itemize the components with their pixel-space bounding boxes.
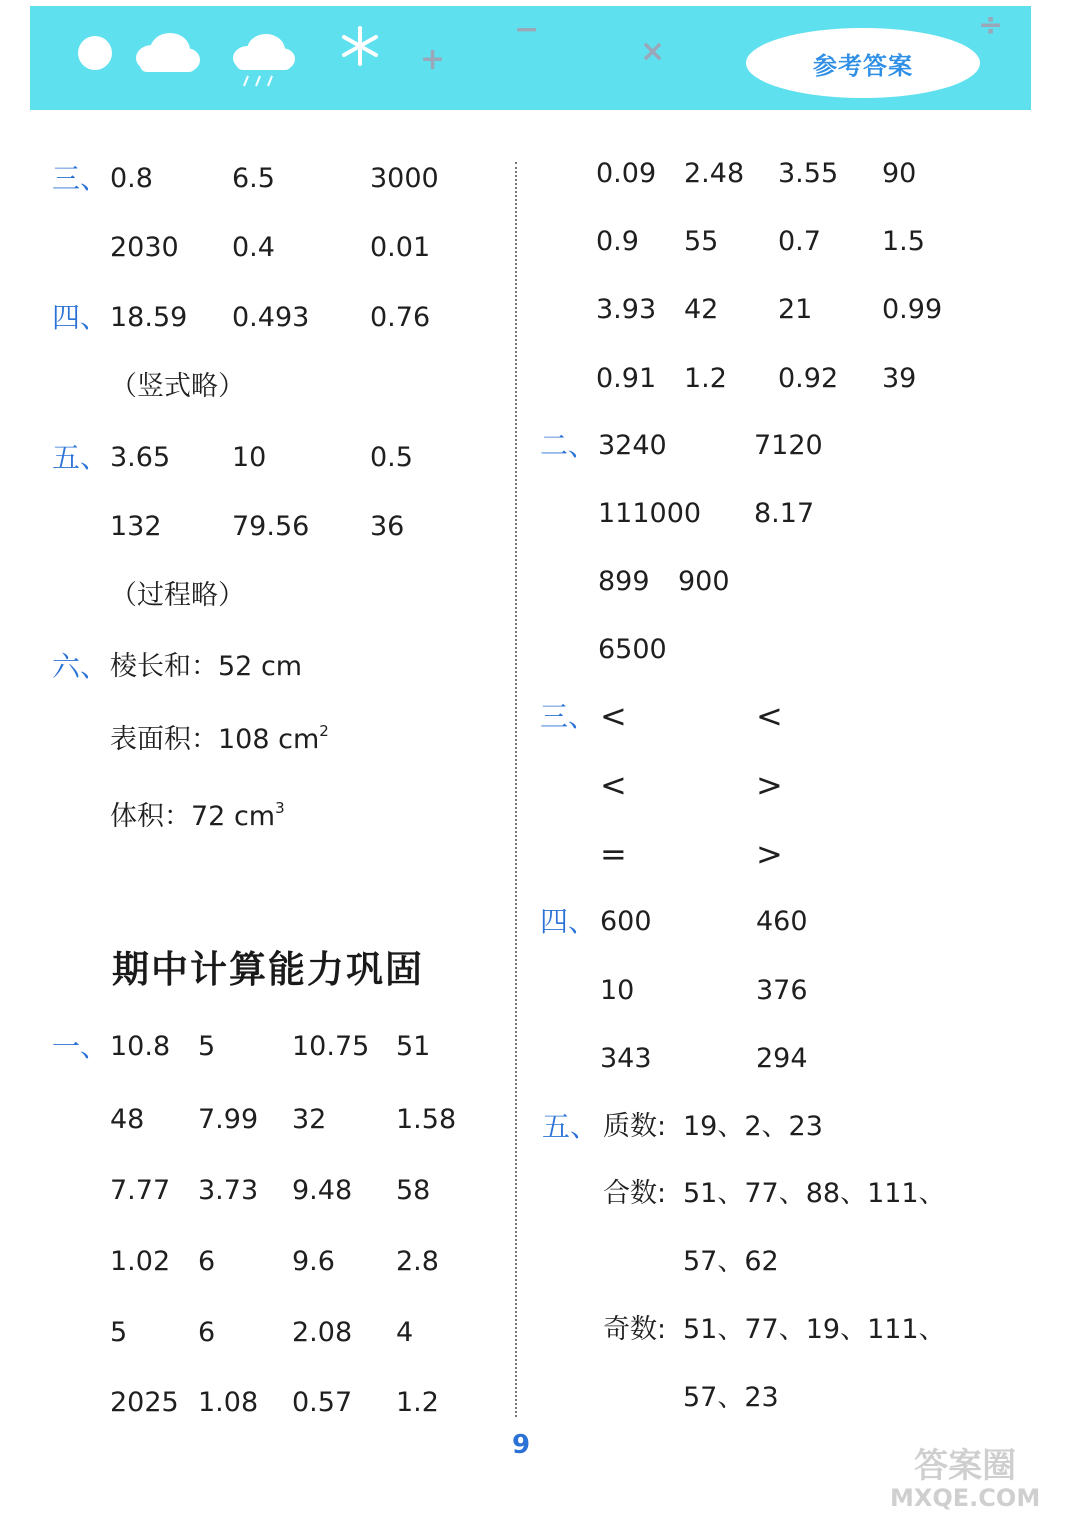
comparison-sign: <	[600, 766, 627, 804]
section-label: 三、	[52, 162, 109, 195]
section-label: 四、	[540, 905, 597, 938]
answer-value: 36	[370, 511, 405, 542]
comparison-sign: >	[756, 835, 783, 873]
answer-value: 0.99	[882, 294, 943, 325]
answer-value: 0.9	[596, 226, 639, 257]
answer-value: 0.76	[370, 302, 431, 333]
watermark-text: 答案圈	[914, 1446, 1017, 1486]
composite-list: 57、62	[683, 1246, 779, 1277]
answer-value: 7.77	[110, 1175, 171, 1206]
answer-value: 376	[756, 975, 808, 1006]
edge-sum: 棱长和：52 cm	[110, 651, 303, 682]
answer-value: 0.57	[292, 1387, 353, 1418]
answer-value: 0.5	[370, 442, 413, 473]
answer-value: 6.5	[232, 163, 275, 194]
answer-value: 9.6	[292, 1246, 335, 1277]
section-title: 期中计算能力巩固	[112, 948, 424, 991]
answer-value: 1.5	[882, 226, 925, 257]
cloud-sun-icon	[130, 28, 202, 78]
section-label: 三、	[540, 700, 597, 733]
answer-value: 3000	[370, 163, 439, 194]
answer-value: 0.09	[596, 158, 657, 189]
answer-value: 0.91	[596, 363, 657, 394]
answer-value: 600	[600, 906, 652, 937]
answer-value: 4	[396, 1317, 414, 1348]
answer-value: 343	[600, 1043, 652, 1074]
answer-value: 55	[684, 226, 719, 257]
sun-icon	[78, 36, 112, 70]
plus-icon: +	[420, 42, 446, 77]
answer-value: 0.7	[778, 226, 821, 257]
answer-value: 132	[110, 511, 162, 542]
page-number: 9	[512, 1430, 531, 1460]
answer-value: 58	[396, 1175, 431, 1206]
section-label: 五、	[52, 441, 109, 474]
answer-value: 48	[110, 1104, 145, 1135]
answer-value: 42	[684, 294, 719, 325]
times-icon: ×	[640, 34, 666, 69]
answer-value: 1.58	[396, 1104, 457, 1135]
answer-value: 900	[678, 566, 730, 597]
divide-icon: ÷	[978, 8, 1004, 43]
answer-value: 6500	[598, 634, 667, 665]
answer-value: 0.01	[370, 232, 431, 263]
answer-value: 8.17	[754, 498, 815, 529]
column-divider	[515, 162, 517, 1417]
answer-value: 79.56	[232, 511, 310, 542]
surface-area: 表面积：108 $cm^2$	[110, 722, 329, 755]
answer-value: 51	[396, 1031, 431, 1062]
odd-label: 奇数:	[603, 1314, 667, 1345]
comparison-sign: <	[600, 697, 627, 735]
section-label: 四、	[52, 301, 109, 334]
header-banner	[30, 6, 1031, 110]
watermark-url: MXQE.COM	[890, 1484, 1041, 1513]
answer-value: 2.8	[396, 1246, 439, 1277]
answer-value: 90	[882, 158, 917, 189]
answer-value: 3.55	[778, 158, 839, 189]
volume: 体积：72 $cm^3$	[110, 799, 285, 832]
answer-value: 10	[232, 442, 267, 473]
prime-list: 19、2、23	[683, 1111, 823, 1142]
answer-value: 3.65	[110, 442, 171, 473]
rain-cloud-icon	[228, 32, 298, 88]
minus-icon: −	[514, 12, 540, 47]
answer-value: 3.93	[596, 294, 657, 325]
section-label: 六、	[52, 650, 109, 683]
answer-value: 10	[600, 975, 635, 1006]
answer-value: 294	[756, 1043, 808, 1074]
answer-value: 3240	[598, 430, 667, 461]
comparison-sign: =	[600, 835, 627, 873]
answer-value: 2030	[110, 232, 179, 263]
section-label: 五、	[542, 1110, 599, 1143]
answer-value: 0.493	[232, 302, 310, 333]
answer-value: 10.75	[292, 1031, 370, 1062]
composite-label: 合数:	[603, 1178, 667, 1209]
answer-value: 460	[756, 906, 808, 937]
answer-value: 0.4	[232, 232, 275, 263]
snowflake-icon	[338, 24, 382, 68]
answer-value: 2025	[110, 1387, 179, 1418]
answer-value: 3.73	[198, 1175, 259, 1206]
comparison-sign: >	[756, 766, 783, 804]
answer-value: 2.08	[292, 1317, 353, 1348]
answer-value: 10.8	[110, 1031, 171, 1062]
answer-value: 5	[110, 1317, 128, 1348]
note: （过程略）	[110, 580, 245, 611]
answer-value: 0.8	[110, 163, 153, 194]
answer-value: 7120	[754, 430, 823, 461]
answer-value: 1.08	[198, 1387, 259, 1418]
note: （竖式略）	[110, 371, 245, 402]
answer-value: 899	[598, 566, 650, 597]
comparison-sign: <	[756, 697, 783, 735]
answer-value: 0.92	[778, 363, 839, 394]
answer-value: 1.02	[110, 1246, 171, 1277]
section-label: 一、	[52, 1030, 109, 1063]
answer-value: 1.2	[684, 363, 727, 394]
answer-value: 18.59	[110, 302, 188, 333]
answer-value: 111000	[598, 498, 702, 529]
answer-value: 7.99	[198, 1104, 259, 1135]
composite-list: 51、77、88、111、	[683, 1178, 946, 1209]
answer-value: 2.48	[684, 158, 745, 189]
answer-value: 21	[778, 294, 813, 325]
answer-value: 32	[292, 1104, 327, 1135]
answer-value: 1.2	[396, 1387, 439, 1418]
answer-value: 6	[198, 1246, 216, 1277]
answer-value: 5	[198, 1031, 216, 1062]
odd-list: 51、77、19、111、	[683, 1314, 946, 1345]
prime-label: 质数:	[603, 1111, 667, 1142]
watermark	[890, 1448, 1040, 1512]
answer-value: 39	[882, 363, 917, 394]
answer-value: 6	[198, 1317, 216, 1348]
answer-badge: 参考答案	[746, 28, 980, 98]
answer-value: 9.48	[292, 1175, 353, 1206]
odd-list: 57、23	[683, 1382, 779, 1413]
section-label: 二、	[540, 429, 597, 462]
